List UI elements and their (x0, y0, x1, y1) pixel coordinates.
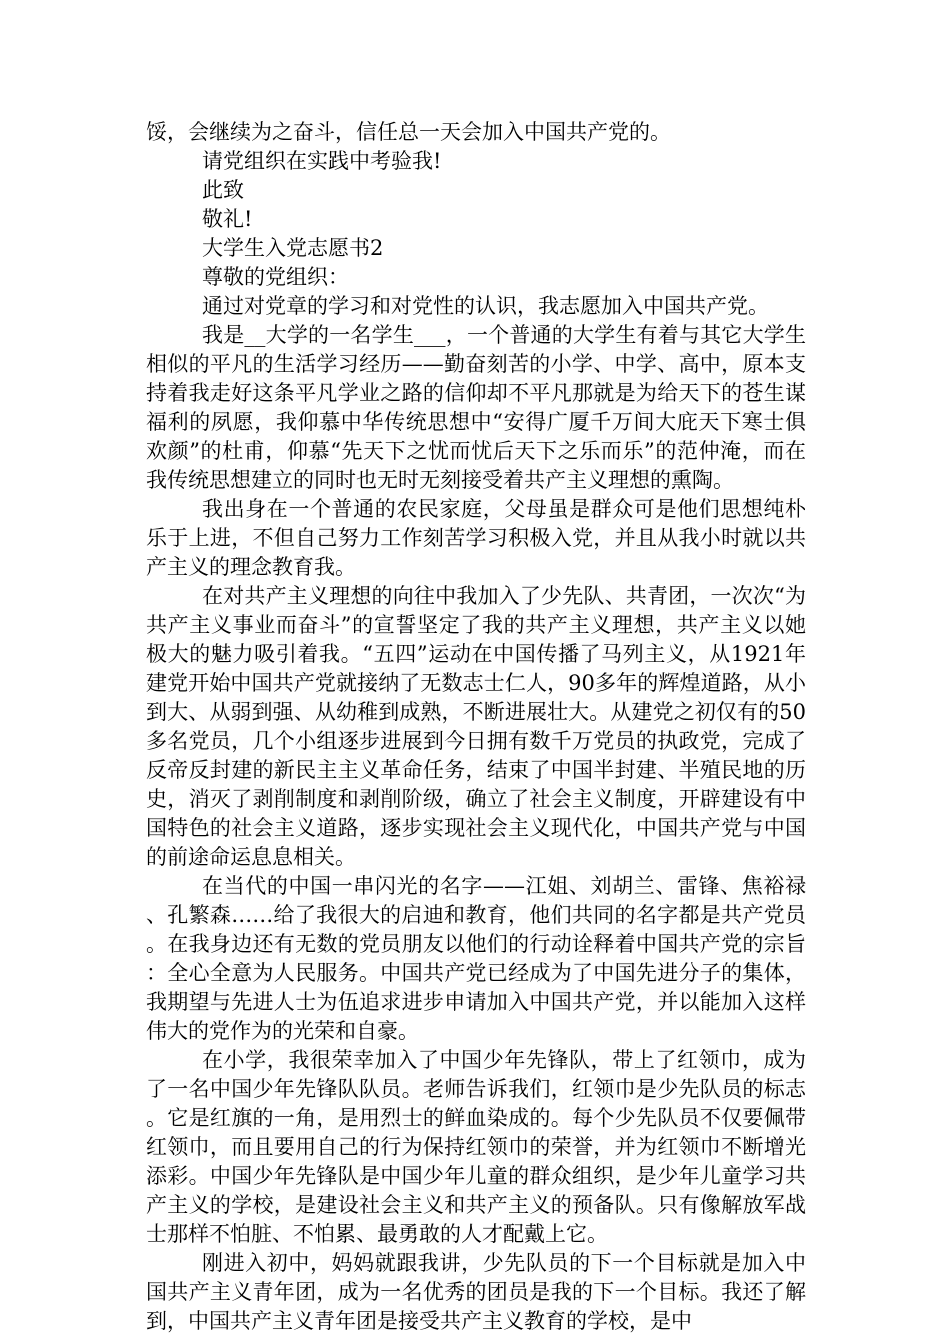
paragraph-salutation-ci-zhi: 此致 (202, 178, 244, 202)
paragraph-young-pioneers: 在小学，我很荣幸加入了中国少年先锋队，带上了红领巾，成为了一名中国少年先锋队队员。老师告诉我们，红领巾是少先队员的标志。它是红旗的一角，是用烈士的鲜血染成的。每个少先队员不仅要佩带红领巾，而且要用自己的行为保持红领巾的荣誉，并为红领巾不断增光添彩。中国少年先锋队是中国少年儿童的群众组织，是少年儿童学习共产主义的学校，是建设社会主义和共产主义的预备队。只有像解放军战士那样不怕脏、不怕累、最勇敢的人才配戴上它。 (146, 1048, 806, 1246)
section-heading: 大学生入党志愿书2 (202, 236, 384, 260)
paragraph-family: 我出身在一个普通的农民家庭，父母虽是群众可是他们思想纯朴乐于上进，不但自己努力工作刻苦学习积极入党，并且从我小时就以共产主义的理念教育我。 (146, 497, 806, 579)
document-body (146, 118, 806, 1336)
paragraph-background: 我是__大学的一名学生___，一个普通的大学生有着与其它大学生相似的平凡的生活学习经历——勤奋刻苦的小学、中学、高中，原本支持着我走好这条平凡学业之路的信仰却不平凡那就是为给天下的苍生谋福利的夙愿，我仰慕中华传统思想中“安得广厦千万间大庇天下寒士俱欢颜”的杜甫，仰慕“先天下之忧而忧后天下之乐而乐”的范仲淹，而在我传统思想建立的同时也无时无刻接受着共产主义理想的熏陶。 (146, 323, 806, 492)
paragraph-continuation: 馁，会继续为之奋斗，信任总一天会加入中国共产党的。 (146, 120, 671, 144)
paragraph-intro: 通过对党章的学习和对党性的认识，我志愿加入中国共产党。 (202, 294, 769, 318)
paragraph-greeting: 尊敬的党组织： (202, 265, 349, 289)
paragraph-role-models: 在当代的中国一串闪光的名字——江姐、刘胡兰、雷锋、焦裕禄、孔繁森……给了我很大的启迪和教育，他们共同的名字都是共产党员。在我身边还有无数的党员朋友以他们的行动诠释着中国共产党的宗旨：全心全意为人民服务。中国共产党已经成为了中国先进分子的集体，我期望与先进人士为伍追求进步申请加入中国共产党，并以能加入这样伟大的党作为的光荣和自豪。 (146, 874, 806, 1043)
paragraph-request: 请党组织在实践中考验我! (202, 149, 442, 173)
paragraph-salutation-jing-li: 敬礼! (202, 207, 253, 231)
paragraph-youth-league: 刚进入初中，妈妈就跟我讲，少先队员的下一个目标就是加入中国共产主义青年团，成为一名优秀的团员是我的下一个目标。我还了解到，中国共产主义青年团是接受共产主义教育的学校，是中 (146, 1251, 806, 1333)
paragraph-party-history: 在对共产主义理想的向往中我加入了少先队、共青团，一次次“为共产主义事业而奋斗”的宣誓坚定了我的共产主义理想，共产主义以她极大的魅力吸引着我。“五四”运动在中国传播了马列主义，从1921年建党开始中国共产党就接纳了无数志士仁人，90多年的辉煌道路，从小到大、从弱到强、从幼稚到成熟，不断进展壮大。从建党之初仅有的50多名党员，几个小组逐步进展到今日拥有数千万党员的执政党，完成了反帝反封建的新民主主义革命任务，结束了中国半封建、半殖民地的历史，消灭了剥削制度和剥削阶级，确立了社会主义制度，开辟建设有中国特色的社会主义道路，逐步实现社会主义现代化，中国共产党与中国的前途命运息息相关。 (146, 584, 806, 869)
